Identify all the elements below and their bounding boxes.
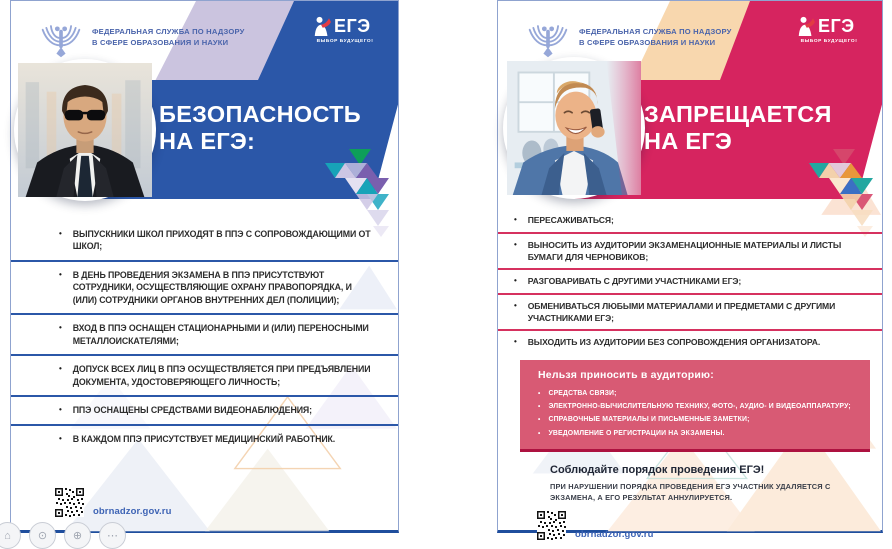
forbidden-item-text: СПРАВОЧНЫЕ МАТЕРИАЛЫ И ПИСЬМЕННЫЕ ЗАМЕТКИ; — [548, 416, 750, 424]
list-item-text: ВЫНОСИТЬ ИЗ АУДИТОРИИ ЭКЗАМЕНАЦИОННЫЕ МАТЕРИАЛЫ И ЛИСТЫ БУМАГИ ДЛЯ ЧЕРНОВИКОВ; — [527, 239, 842, 262]
website-link[interactable]: obrnadzor.gov.ru — [575, 528, 654, 540]
ege-logo-tagline: ВЫБОР БУДУЩЕГО! — [316, 39, 374, 44]
ege-logo-word: ЕГЭ — [334, 16, 371, 36]
ege-logo — [796, 16, 862, 44]
ege-person-icon — [796, 16, 815, 37]
bullet-dot: • — [514, 215, 517, 224]
eagle-emblem-icon — [526, 17, 570, 59]
list-item-text: ППЭ ОСНАЩЕНЫ СРЕДСТВАМИ ВИДЕОНАБЛЮДЕНИЯ; — [72, 405, 312, 416]
list-item-text: ВХОД В ППЭ ОСНАЩЕН СТАЦИОНАРНЫМИ И (ИЛИ) ПЕРЕНОСНЫМИ МЕТАЛЛОИСКАТЕЛЯМИ; — [72, 323, 369, 346]
forbidden-item-text: ЭЛЕКТРОННО-ВЫЧИСЛИТЕЛЬНУЮ ТЕХНИКУ, ФОТО-, АУДИО- И ВИДЕОАППАРАТУРУ; — [548, 403, 851, 411]
bullet-dot: • — [514, 239, 517, 249]
list-item-text: В ДЕНЬ ПРОВЕДЕНИЯ ЭКЗАМЕНА В ППЭ ПРИСУТСТВУЮТ СОТРУДНИКИ, ОСУЩЕСТВЛЯЮЩИЕ ОХРАНУ ПРАВОПОРЯДКА, И (ИЛИ) СОТРУДНИКИ ОРГАНОВ ВНУТРЕННИХ ДЕЛ (ПОЛИЦИИ); — [72, 269, 352, 305]
zoom-icon[interactable]: ⊕ — [64, 522, 91, 549]
ege-person-icon — [312, 16, 331, 37]
expand-icon[interactable]: ⌂ — [0, 522, 21, 549]
bullet-dot: • — [538, 416, 541, 424]
bullet-dot: • — [538, 403, 541, 411]
poster-safety — [10, 0, 399, 533]
bullet-dot: • — [514, 276, 517, 286]
order-note-text: ПРИ НАРУШЕНИИ ПОРЯДКА ПРОВЕДЕНИЯ ЕГЭ УЧАСТНИК УДАЛЯЕТСЯ С ЭКЗАМЕНА, А ЕГО РЕЗУЛЬТАТ АННУЛИРУЕТСЯ. — [550, 481, 831, 502]
forbidden-item — [538, 401, 852, 414]
bullet-dot: • — [59, 364, 62, 374]
agency-name — [579, 27, 732, 48]
order-note — [498, 460, 882, 503]
list-item — [498, 331, 882, 354]
list-item — [11, 262, 398, 313]
list-item — [11, 426, 398, 453]
list-item-text: ДОПУСК ВСЕХ ЛИЦ В ППЭ ОСУЩЕСТВЛЯЕТСЯ ПРИ ПРЕДЪЯВЛЕНИИ ДОКУМЕНТА, УДОСТОВЕРЯЮЩЕГО ЛИЧНОСТЬ; — [72, 364, 371, 387]
agency-header — [39, 17, 245, 59]
qr-website-block — [537, 511, 882, 540]
safety-rules-list — [11, 221, 398, 453]
more-icon[interactable]: ⋯ — [99, 522, 126, 549]
qr-website-block — [55, 488, 171, 517]
forbidden-items-title: Нельзя приносить в аудиторию: — [538, 369, 714, 382]
forbidden-item — [538, 427, 852, 440]
agency-name-line2: В СФЕРЕ ОБРАЗОВАНИЯ И НАУКИ — [579, 38, 716, 47]
list-item — [11, 221, 398, 260]
print-icon[interactable]: ⊙ — [29, 522, 56, 549]
prohibited-rules-list — [498, 209, 882, 540]
bullet-dot: • — [538, 429, 541, 437]
list-item-text: ВЫПУСКНИКИ ШКОЛ ПРИХОДЯТ В ППЭ С СОПРОВОЖДАЮЩИМИ ОТ ШКОЛ; — [72, 229, 371, 252]
poster-title-line1: ЗАПРЕЩАЕТСЯ — [644, 101, 832, 127]
poster-title — [644, 101, 832, 154]
ege-logo-tagline: ВЫБОР БУДУЩЕГО! — [800, 39, 858, 44]
bullet-dot: • — [59, 405, 62, 415]
forbidden-item-text: СРЕДСТВА СВЯЗИ; — [548, 389, 617, 397]
viewer-toolbar — [0, 522, 126, 549]
list-item — [498, 270, 882, 293]
list-item-text: ВЫХОДИТЬ ИЗ АУДИТОРИИ БЕЗ СОПРОВОЖДЕНИЯ ОРГАНИЗАТОРА. — [527, 337, 821, 348]
agency-name-line1: ФЕДЕРАЛЬНАЯ СЛУЖБА ПО НАДЗОРУ — [579, 27, 732, 37]
forbidden-item — [538, 387, 852, 400]
poster-title — [159, 101, 361, 154]
list-item — [11, 356, 398, 395]
forbidden-item-text: УВЕДОМЛЕНИЕ О РЕГИСТРАЦИИ НА ЭКЗАМЕНЫ. — [548, 429, 725, 437]
list-item-text: В КАЖДОМ ППЭ ПРИСУТСТВУЕТ МЕДИЦИНСКИЙ РАБОТНИК. — [72, 434, 336, 445]
list-item-text: ОБМЕНИВАТЬСЯ ЛЮБЫМИ МАТЕРИАЛАМИ И ПРЕДМЕТАМИ С ДРУГИМИ УЧАСТНИКАМИ ЕГЭ; — [527, 301, 836, 324]
list-item — [498, 209, 882, 232]
bullet-dot: • — [59, 229, 62, 238]
ege-logo — [312, 16, 378, 44]
agency-name-line1: ФЕДЕРАЛЬНАЯ СЛУЖБА ПО НАДЗОРУ — [92, 27, 245, 37]
eagle-emblem-icon — [39, 17, 83, 59]
poster-prohibited — [497, 0, 883, 540]
list-item — [11, 315, 398, 354]
bullet-dot: • — [59, 269, 62, 279]
list-item — [498, 234, 882, 268]
forbidden-item — [538, 414, 852, 427]
website-link[interactable]: obrnadzor.gov.ru — [93, 506, 172, 517]
list-item-text: ПЕРЕСАЖИВАТЬСЯ; — [527, 215, 614, 225]
agency-name — [92, 27, 245, 48]
poster-title-line2: НА ЕГЭ: — [159, 127, 256, 154]
ege-logo-word: ЕГЭ — [818, 16, 855, 36]
qr-code — [55, 488, 84, 517]
forbidden-items-box — [520, 360, 870, 452]
bullet-dot: • — [514, 337, 517, 347]
list-item-text: РАЗГОВАРИВАТЬ С ДРУГИМИ УЧАСТНИКАМИ ЕГЭ; — [527, 276, 742, 287]
poster-title-line1: БЕЗОПАСНОСТЬ — [159, 101, 361, 127]
order-note-title: Соблюдайте порядок проведения ЕГЭ! — [550, 463, 765, 476]
bullet-dot: • — [514, 301, 517, 310]
list-item — [498, 295, 882, 329]
bullet-dot: • — [538, 389, 541, 397]
agency-name-line2: В СФЕРЕ ОБРАЗОВАНИЯ И НАУКИ — [92, 38, 229, 47]
qr-code — [537, 511, 566, 540]
agency-header — [526, 17, 732, 59]
student-photo — [503, 57, 645, 199]
poster-title-line2: НА ЕГЭ — [644, 127, 732, 154]
list-item — [11, 397, 398, 424]
security-guard-photo — [14, 59, 156, 201]
bullet-dot: • — [59, 434, 62, 444]
bullet-dot: • — [59, 323, 62, 333]
